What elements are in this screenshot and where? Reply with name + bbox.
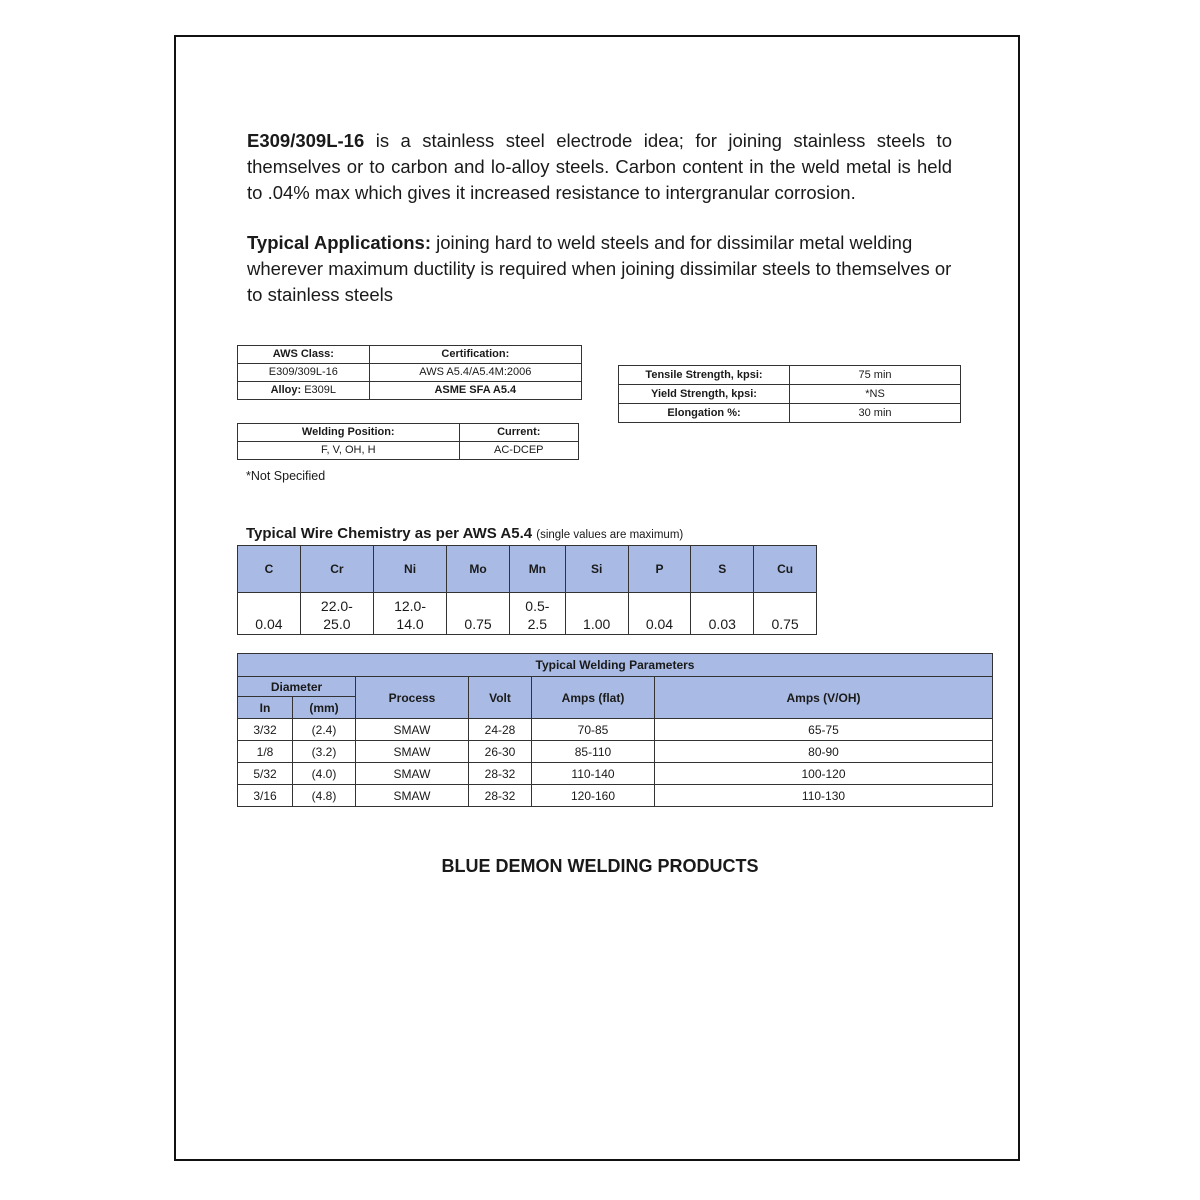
amps-voh-header: Amps (V/OH)	[655, 677, 993, 719]
table-row	[619, 404, 961, 423]
applications-label: Typical Applications:	[247, 232, 431, 253]
element-header: C	[238, 546, 301, 593]
chemistry-title-text: Typical Wire Chemistry as per AWS A5.4	[246, 525, 533, 542]
value-line: 0.04	[645, 616, 674, 632]
tensile-value: 75 min	[790, 366, 961, 385]
volt-header: Volt	[469, 677, 532, 719]
value-line: 14.0	[396, 616, 424, 632]
element-value	[447, 593, 510, 635]
in-cell: 5/32	[238, 763, 293, 785]
welding-position-value: F, V, OH, H	[238, 442, 460, 460]
process-cell: SMAW	[356, 763, 469, 785]
elongation-label: Elongation %:	[619, 404, 790, 423]
element-header: Si	[565, 546, 628, 593]
in-cell: 3/32	[238, 719, 293, 741]
footnote: *Not Specified	[246, 469, 326, 483]
process-cell: SMAW	[356, 741, 469, 763]
in-header: In	[238, 697, 293, 719]
in-cell: 3/16	[238, 785, 293, 807]
value-line: 1.00	[583, 616, 611, 632]
process-header: Process	[356, 677, 469, 719]
element-header: Mo	[447, 546, 510, 593]
value-line: 0.75	[464, 616, 492, 632]
value-line: 2.5	[527, 616, 548, 632]
chemistry-title	[246, 525, 683, 542]
amps-voh-cell: 100-120	[655, 763, 993, 785]
value-line: 25.0	[323, 616, 351, 632]
table-row	[238, 763, 993, 785]
element-header: P	[628, 546, 691, 593]
element-header: Cu	[754, 546, 817, 593]
process-cell: SMAW	[356, 785, 469, 807]
applications-paragraph	[247, 230, 952, 308]
volt-cell: 28-32	[469, 763, 532, 785]
aws-class-label: AWS Class:	[238, 346, 370, 364]
table-row	[238, 719, 993, 741]
amps-flat-header: Amps (flat)	[532, 677, 655, 719]
yield-value: *NS	[790, 385, 961, 404]
elongation-value: 30 min	[790, 404, 961, 423]
volt-cell: 24-28	[469, 719, 532, 741]
table-row	[238, 741, 993, 763]
welding-position-label: Welding Position:	[238, 424, 460, 442]
process-cell: SMAW	[356, 719, 469, 741]
applications-text: joining hard to weld steels and for dissimilar metal welding wherever maximum ductility is required when joining dissimilar steels to themselves or to stainless steels	[247, 232, 952, 305]
table-row	[619, 385, 961, 404]
mm-cell: (4.0)	[293, 763, 356, 785]
yield-label: Yield Strength, kpsi:	[619, 385, 790, 404]
amps-voh-cell: 65-75	[655, 719, 993, 741]
tensile-label: Tensile Strength, kpsi:	[619, 366, 790, 385]
product-name: E309/309L-16	[247, 130, 365, 151]
brand-footer: BLUE DEMON WELDING PRODUCTS	[441, 856, 759, 876]
element-header: Mn	[509, 546, 565, 593]
current-value: AC-DCEP	[459, 442, 578, 460]
amps-flat-cell: 110-140	[532, 763, 655, 785]
mm-cell: (4.8)	[293, 785, 356, 807]
volt-cell: 26-30	[469, 741, 532, 763]
certification-value: AWS A5.4/A5.4M:2006	[369, 364, 581, 382]
aws-class-table	[237, 345, 582, 400]
welding-parameters-table	[237, 653, 993, 807]
element-header: Ni	[373, 546, 446, 593]
chemistry-value-row	[238, 593, 817, 635]
intro-paragraph	[247, 128, 952, 206]
volt-cell: 28-32	[469, 785, 532, 807]
value-line: 0.5-	[525, 598, 550, 614]
amps-flat-cell: 120-160	[532, 785, 655, 807]
in-cell: 1/8	[238, 741, 293, 763]
alloy-value: E309L	[304, 384, 337, 396]
chemistry-header-row	[238, 546, 817, 593]
certification-label: Certification:	[369, 346, 581, 364]
position-table	[237, 423, 579, 460]
amps-voh-cell: 80-90	[655, 741, 993, 763]
element-value	[754, 593, 817, 635]
value-line: 0.04	[255, 616, 283, 632]
chemistry-table	[237, 545, 817, 635]
alloy-cell	[238, 382, 370, 400]
table-row	[619, 366, 961, 385]
chemistry-subtitle: (single values are maximum)	[536, 529, 684, 541]
element-header: Cr	[300, 546, 373, 593]
asme-spec: ASME SFA A5.4	[369, 382, 581, 400]
current-label: Current:	[459, 424, 578, 442]
element-value	[628, 593, 691, 635]
mm-cell: (2.4)	[293, 719, 356, 741]
value-line: 0.03	[708, 616, 736, 632]
alloy-label: Alloy:	[270, 384, 302, 396]
diameter-header: Diameter	[238, 677, 356, 697]
amps-flat-cell: 85-110	[532, 741, 655, 763]
element-value	[691, 593, 754, 635]
table-row	[238, 785, 993, 807]
value-line: 0.75	[771, 616, 799, 632]
intro-text: is a stainless steel electrode idea; for joining stainless steels to themselves or to carbon and lo-alloy steels. Carbon content in the weld metal is held to .04% max which gives it increased resistance to intergranular corrosion.	[247, 130, 952, 203]
mm-header: (mm)	[293, 697, 356, 719]
mm-cell: (3.2)	[293, 741, 356, 763]
element-header: S	[691, 546, 754, 593]
welding-title: Typical Welding Parameters	[238, 654, 993, 677]
element-value	[565, 593, 628, 635]
mechanical-properties-table	[618, 365, 961, 423]
value-line: 12.0-	[394, 598, 427, 614]
amps-flat-cell: 70-85	[532, 719, 655, 741]
aws-class-value: E309/309L-16	[238, 364, 370, 382]
amps-voh-cell: 110-130	[655, 785, 993, 807]
value-line: 22.0-	[320, 598, 353, 614]
element-value	[373, 593, 446, 635]
element-value	[238, 593, 301, 635]
element-value	[300, 593, 373, 635]
element-value	[509, 593, 565, 635]
